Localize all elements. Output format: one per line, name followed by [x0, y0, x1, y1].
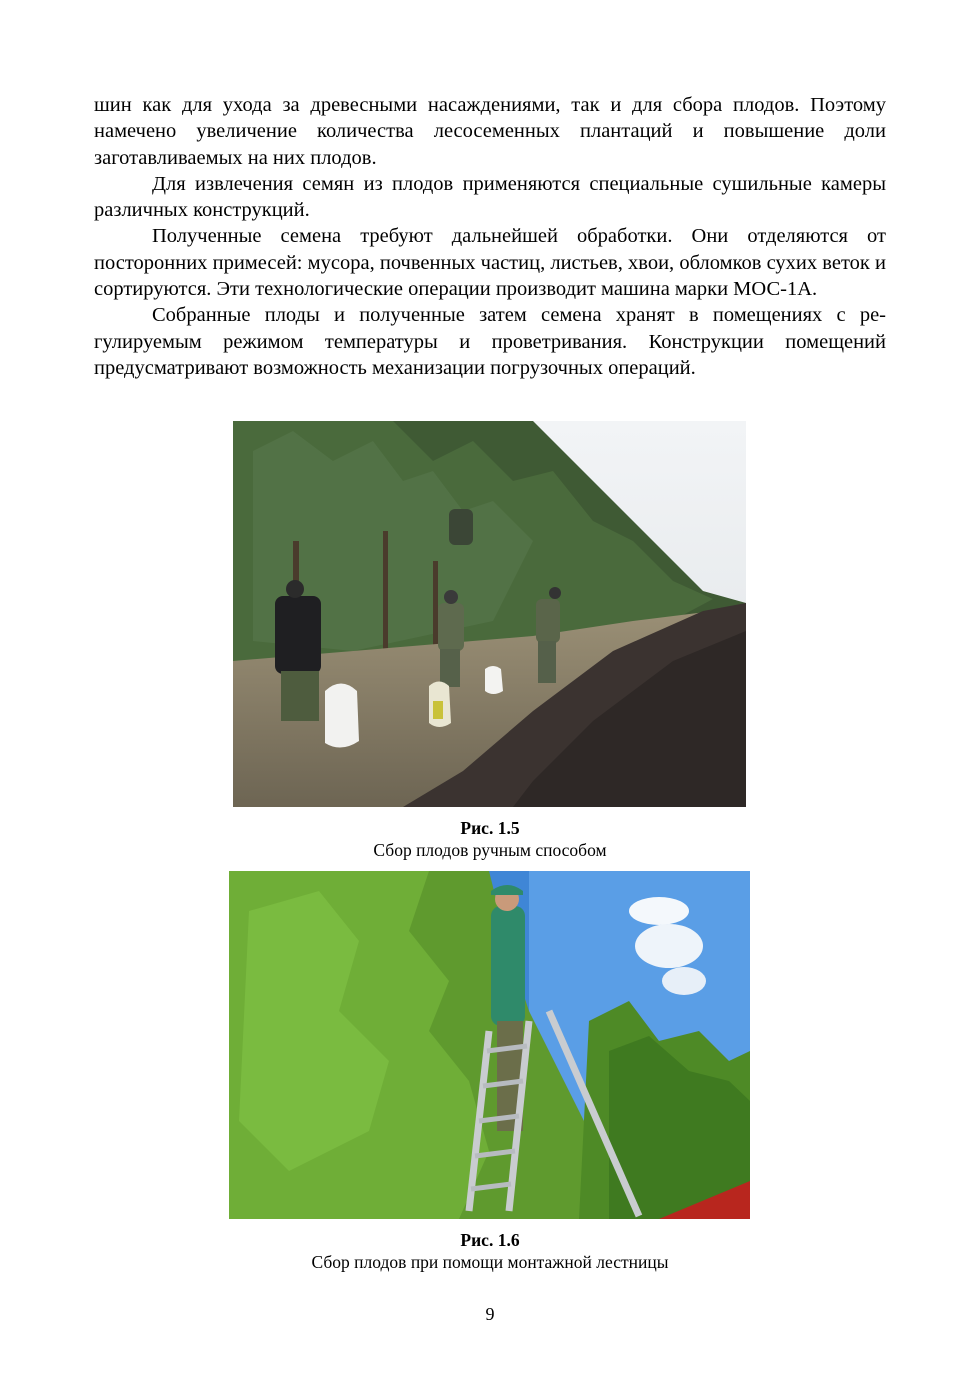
paragraph-2: Для извлечения семян из плодов применяются специальные сушильные камеры различных конструкций.: [94, 172, 886, 222]
figure-manual-collection-photo: [233, 421, 746, 807]
paragraph-1: шин как для ухода за древесными насаждениями, так и для сбора плодов. Поэтому намечено увеличение количества лесосеменных плантаций и повышение доли заготавливаемых на них плодов.: [94, 94, 886, 169]
figure-ladder-collection-photo: [229, 871, 750, 1219]
paragraph-4: Собранные плоды и полученные затем семена хранят в помещениях с регулируемым режимом температуры и проветривания. Конструкции помещений предусматривают возможность механизации погрузочных операций.: [94, 304, 886, 379]
photo-larch-ladder: [229, 871, 750, 1219]
figure-number: Рис. 1.5: [460, 818, 520, 838]
figure-caption-text: Сбор плодов при помощи монтажной лестницы: [311, 1252, 669, 1272]
figure-number: Рис. 1.6: [460, 1230, 520, 1250]
figure-caption-1-6: [0, 1229, 980, 1273]
figure-caption-text: Сбор плодов ручным способом: [373, 840, 607, 860]
body-text: [94, 92, 886, 381]
page-number: 9: [485, 1304, 495, 1324]
photo-pine-plantation: [233, 421, 746, 807]
paragraph-3: Полученные семена требуют дальнейшей обработки. Они отделяются от посторонних примесей: мусора, почвенных частиц, листьев, хвои, обломков сухих веток и сортируются. Эти технологические операции производит машина марки МОС-1А.: [94, 225, 886, 301]
figure-caption-1-5: [0, 817, 980, 861]
